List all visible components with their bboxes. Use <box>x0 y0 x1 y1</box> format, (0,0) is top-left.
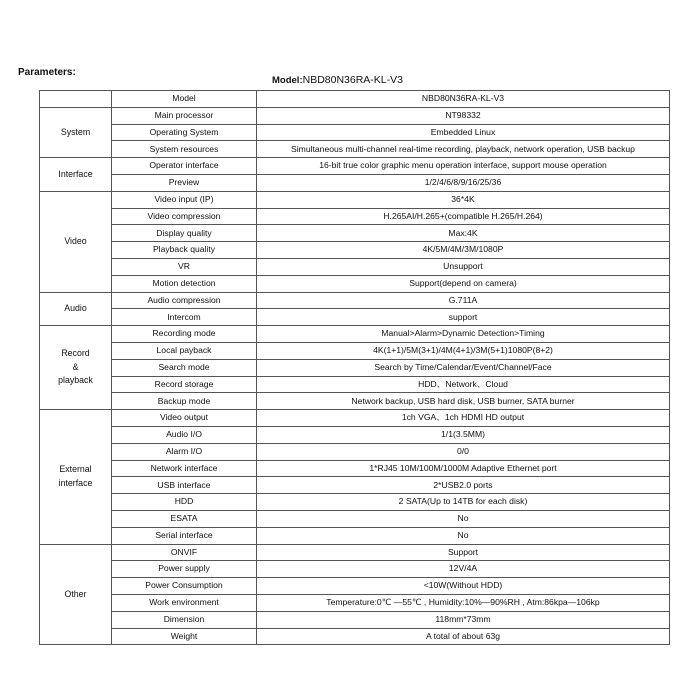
table-row <box>40 158 670 175</box>
table-row <box>40 578 670 595</box>
table-row <box>40 628 670 645</box>
table-row <box>40 544 670 561</box>
value-cell: 2*USB2.0 ports <box>257 477 670 494</box>
value-cell: 2 SATA(Up to 14TB for each disk) <box>257 494 670 511</box>
param-cell: Record storage <box>112 376 257 393</box>
table-row <box>40 174 670 191</box>
table-row <box>40 342 670 359</box>
param-cell: Video output <box>112 410 257 427</box>
value-cell: Max:4K <box>257 225 670 242</box>
table-row <box>40 410 670 427</box>
category-cell: Video <box>40 191 112 292</box>
table-row <box>40 510 670 527</box>
param-cell: Serial interface <box>112 527 257 544</box>
value-cell: Support <box>257 544 670 561</box>
value-cell: <10W(Without HDD) <box>257 578 670 595</box>
category-line: External <box>59 464 92 475</box>
param-cell: Video compression <box>112 208 257 225</box>
value-cell: A total of about 63g <box>257 628 670 645</box>
table-row <box>40 393 670 410</box>
model-heading-value: NBD80N36RA-KL-V3 <box>302 74 403 86</box>
table-row <box>40 258 670 275</box>
param-cell: Recording mode <box>112 326 257 343</box>
value-cell: Embedded Linux <box>257 124 670 141</box>
param-cell: Work environment <box>112 594 257 611</box>
value-cell: 118mm*73mm <box>257 611 670 628</box>
param-cell: HDD <box>112 494 257 511</box>
table-row <box>40 208 670 225</box>
param-cell: Power supply <box>112 561 257 578</box>
param-cell: Audio I/O <box>112 426 257 443</box>
param-cell: Motion detection <box>112 275 257 292</box>
table-row <box>40 107 670 124</box>
category-line: playback <box>58 375 93 386</box>
param-cell: Playback quality <box>112 242 257 259</box>
category-cell: Other <box>40 544 112 645</box>
value-cell: 4K(1+1)/5M(3+1)/4M(4+1)/3M(5+1)1080P(8+2) <box>257 342 670 359</box>
category-cell: System <box>40 107 112 157</box>
param-cell: Display quality <box>112 225 257 242</box>
value-cell: support <box>257 309 670 326</box>
table-row <box>40 561 670 578</box>
table-header-row <box>40 91 670 108</box>
value-cell: Network backup, USB hard disk, USB burner, SATA burner <box>257 393 670 410</box>
category-line: Record <box>61 348 90 359</box>
table-row <box>40 494 670 511</box>
value-cell: Temperature:0℃ —55℃ , Humidity:10%—90%RH , Atm:86kpa—106kp <box>257 594 670 611</box>
table-row <box>40 611 670 628</box>
header-value-cell: NBD80N36RA-KL-V3 <box>257 91 670 108</box>
param-cell: ONVIF <box>112 544 257 561</box>
table-row <box>40 477 670 494</box>
param-cell: Power Consumption <box>112 578 257 595</box>
table-row <box>40 275 670 292</box>
table-row <box>40 594 670 611</box>
param-cell: Operator interface <box>112 158 257 175</box>
table-row <box>40 225 670 242</box>
header-param-cell: Model <box>112 91 257 108</box>
param-cell: VR <box>112 258 257 275</box>
param-cell: Dimension <box>112 611 257 628</box>
value-cell: 1/1(3.5MM) <box>257 426 670 443</box>
value-cell: H.265AI/H.265+(compatible H.265/H.264) <box>257 208 670 225</box>
value-cell: 12V/4A <box>257 561 670 578</box>
param-cell: ESATA <box>112 510 257 527</box>
param-cell: Main processor <box>112 107 257 124</box>
table-row <box>40 141 670 158</box>
value-cell: Manual>Alarm>Dynamic Detection>Timing <box>257 326 670 343</box>
param-cell: Video input (IP) <box>112 191 257 208</box>
table-row <box>40 359 670 376</box>
value-cell: 4K/5M/4M/3M/1080P <box>257 242 670 259</box>
value-cell: HDD、Network、Cloud <box>257 376 670 393</box>
value-cell: No <box>257 510 670 527</box>
value-cell: Support(depend on camera) <box>257 275 670 292</box>
param-cell: System resources <box>112 141 257 158</box>
value-cell: Search by Time/Calendar/Event/Channel/Face <box>257 359 670 376</box>
category-line: & <box>72 361 79 372</box>
value-cell: Unsupport <box>257 258 670 275</box>
table-row <box>40 376 670 393</box>
param-cell: Audio compression <box>112 292 257 309</box>
table-row <box>40 309 670 326</box>
category-line: interface <box>58 477 93 488</box>
table-row <box>40 443 670 460</box>
header-category-cell <box>40 91 112 108</box>
value-cell: No <box>257 527 670 544</box>
table-row <box>40 242 670 259</box>
table-row <box>40 292 670 309</box>
table-row <box>40 124 670 141</box>
value-cell: 1/2/4/6/8/9/16/25/36 <box>257 174 670 191</box>
parameters-label: Parameters: <box>18 67 76 78</box>
category-cell: Audio <box>40 292 112 326</box>
table-row <box>40 460 670 477</box>
value-cell: Simultaneous multi-channel real-time recording, playback, network operation, USB backup <box>257 141 670 158</box>
value-cell: 0/0 <box>257 443 670 460</box>
param-cell: Backup mode <box>112 393 257 410</box>
spec-table-body <box>40 91 670 645</box>
value-cell: G.711A <box>257 292 670 309</box>
value-cell: 36*4K <box>257 191 670 208</box>
value-cell: NT98332 <box>257 107 670 124</box>
category-cell: Interface <box>40 158 112 192</box>
param-cell: Weight <box>112 628 257 645</box>
model-heading-label: Model: <box>272 75 303 86</box>
table-row <box>40 191 670 208</box>
param-cell: Local payback <box>112 342 257 359</box>
param-cell: Preview <box>112 174 257 191</box>
param-cell: Alarm I/O <box>112 443 257 460</box>
param-cell: USB interface <box>112 477 257 494</box>
value-cell: 1ch VGA、1ch HDMI HD output <box>257 410 670 427</box>
table-row <box>40 326 670 343</box>
param-cell: Network interface <box>112 460 257 477</box>
param-cell: Intercom <box>112 309 257 326</box>
param-cell: Search mode <box>112 359 257 376</box>
category-cell <box>40 326 112 410</box>
category-cell <box>40 410 112 544</box>
table-row <box>40 426 670 443</box>
table-row <box>40 527 670 544</box>
value-cell: 1*RJ45 10M/100M/1000M Adaptive Ethernet port <box>257 460 670 477</box>
value-cell: 16-bit true color graphic menu operation interface, support mouse operation <box>257 158 670 175</box>
param-cell: Operating System <box>112 124 257 141</box>
model-heading <box>272 74 403 86</box>
spec-table <box>39 90 670 645</box>
